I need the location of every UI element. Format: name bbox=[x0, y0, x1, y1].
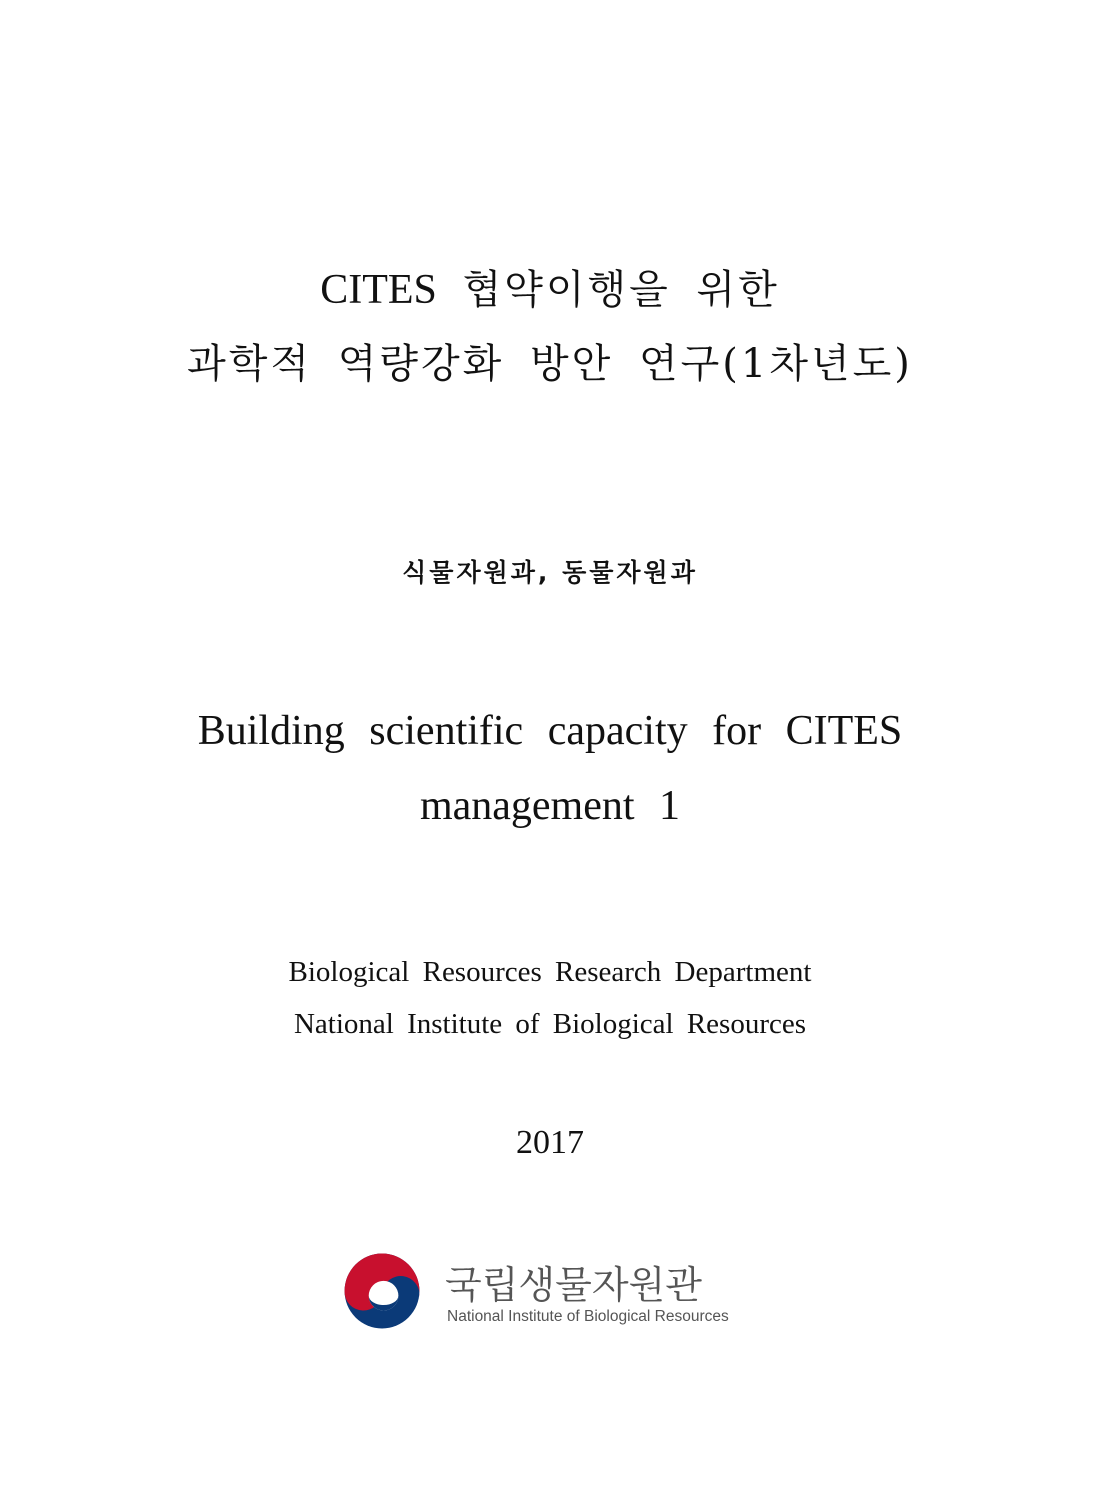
title-en-line-2: management 1 bbox=[419, 783, 681, 829]
title-kr-prefix: CITES bbox=[320, 267, 437, 313]
publication-year: 2017 bbox=[516, 1124, 584, 1161]
title-kr-line-1-rest: 협약이행을 위한 bbox=[462, 267, 780, 313]
logo-name-en: National Institute of Biological Resources bbox=[447, 1308, 729, 1325]
title-en-line-1: Building scientific capacity for CITES bbox=[197, 708, 903, 754]
title-kr-line-1 bbox=[0, 258, 1100, 315]
logo-name-kr: 국립생물자원관 bbox=[445, 1263, 702, 1307]
institute-logo bbox=[343, 1252, 783, 1336]
department-kr: 식물자원과, 동물자원과 bbox=[402, 558, 698, 587]
title-kr-line-2: 과학적 역량강화 방안 연구(1차년도) bbox=[187, 341, 913, 387]
taegeuk-emblem-icon bbox=[343, 1252, 421, 1330]
organization-department: Biological Resources Research Department bbox=[288, 956, 812, 988]
organization-institute: National Institute of Biological Resources bbox=[293, 1008, 807, 1040]
